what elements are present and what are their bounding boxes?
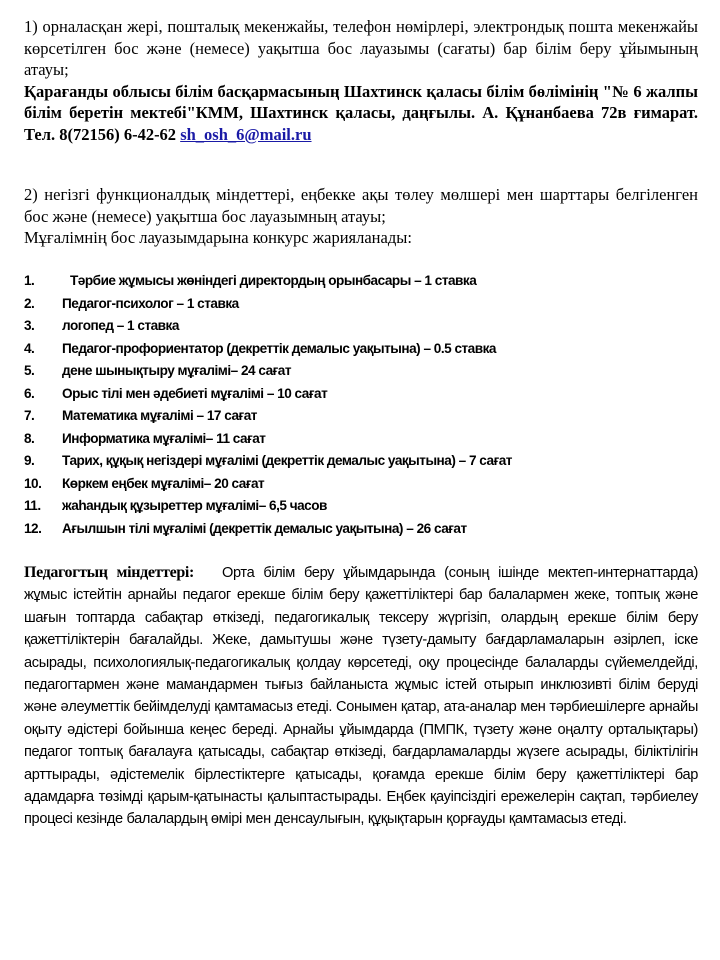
vacancy-text: Педагог-психолог – 1 ставка [62,295,239,311]
vacancy-number: 6. [24,385,35,401]
section-1-intro: 1) орналасқан жері, пошталық мекенжайы, телефон нөмірлері, электрондық пошта мекенжайы көрсетілген бос және (немесе) уақытша бос лауазымы (сағаты) бар білім беру ұйымының атауы; [24,17,698,79]
vacancy-number: 12. [24,520,42,536]
vacancy-item [24,518,698,541]
vacancy-text: Математика мұғалімі – 17 сағат [62,408,257,423]
section-2-intro: 2) негізгі функционалдық міндеттері, еңбекке ақы төлеу мөлшері мен шарттары белгіленген бос және (немесе) уақытша бос лауазымның атауы; [24,185,698,226]
vacancy-number: 3. [24,318,35,333]
vacancy-item [24,450,698,473]
vacancy-item [24,270,698,293]
vacancy-item [24,315,698,338]
vacancy-text: Орыс тілі мен әдебиеті мұғалімі – 10 сағат [62,385,328,401]
vacancy-item [24,338,698,361]
vacancy-item [24,293,698,316]
vacancy-text: Педагог-профориентатор (декреттік демалыс уақытына) – 0.5 ставка [62,340,496,356]
duties-label: Педагогтың міндеттері: [24,564,194,581]
vacancy-number: 9. [24,453,35,468]
duties-text: Орта білім беру ұйымдарында (соның ішінде мектеп-интернаттарда) жұмыс істейтін арнайы педагог ерекше білім беру қажеттіліктері бар балалармен жеке, топтық және шағын топтарда сабақтар өткізеді, педагогикалық тексеру жүргізіп, олардың ерекше білім беру қажеттіліктерін бағалайды. Жеке, дамытушы және түзету-дамыту бағдарламаларын әзірлеп, іске асырады, психологиялық-педагогикалық қолдау көрсетеді, оқу процесінде балаларды сүйемелдейді, педагогтармен және мамандармен тығыз байланыста жұмыс істей отырып инклюзивті білім беруді және әлеуметтік бейімделуді қамтамасыз етеді. Сонымен қатар, ата-аналар мен тәрбиешілерге арнайы оқыту әдістері бойынша кеңес береді. Арнайы ұйымдарда (ПМПК, түзету және оңалту орталықтары) педагог топтық бағалауға қатысады, сабақтар өткізеді, бағдарламаларды жүзеге асырады, біліктілігін арттырады, әдістемелік бірлестіктерге қатысады, қоғамда ерекше білім беру қажеттіліктері бар адамдарға төзімді қарым-қатынасты қалыптастырады. Еңбек қауіпсіздігі ережелерін сақтап, тәрбиелеу процесі кезінде балалардың өмірі мен денсаулығын, құқықтарын қорғауды қамтамасыз етеді. [24,565,698,828]
vacancy-number: 5. [24,363,35,378]
vacancy-item [24,428,698,451]
vacancy-text: логопед – 1 ставка [62,318,179,333]
organization-details: Қарағанды облысы білім басқармасының Шахтинск қаласы білім бөлімінің "№ 6 жалпы білім беретін мектебі"КММ, Шахтинск қаласы, даңғылы. А. Құнанбаева 72в ғимарат. Тел. 8(72156) 6-42-62 [24,81,698,144]
vacancy-item [24,360,698,383]
vacancy-number: 1. [24,273,35,288]
vacancy-text: Тәрбие жұмысы жөніндегі директордың орынбасары – 1 ставка [70,273,477,288]
section-1 [24,16,698,145]
vacancy-text: Көркем еңбек мұғалімі– 20 сағат [62,475,265,491]
vacancy-text: Тарих, құқық негіздері мұғалімі (декреттік демалыс уақытына) – 7 сағат [62,453,512,468]
vacancy-list [24,270,698,540]
vacancy-text: дене шынықтыру мұғалімі– 24 сағат [62,363,292,378]
section-2 [24,184,698,249]
vacancy-text: жаһандық құзыреттер мұғалімі– 6,5 часов [62,498,327,513]
vacancy-text: Ағылшын тілі мұғалімі (декреттік демалыс уақытына) – 26 сағат [62,520,467,536]
vacancy-item [24,495,698,518]
vacancy-number: 11. [24,498,41,513]
vacancy-number: 7. [24,408,35,423]
vacancy-number: 10. [24,475,42,491]
teacher-duties [24,562,698,831]
vacancy-item [24,405,698,428]
vacancy-announcement: Мұғалімнің бос лауазымдарына конкурс жарияланады: [24,228,412,247]
email-link[interactable]: sh_osh_6@mail.ru [180,124,312,144]
vacancy-number: 4. [24,340,35,356]
vacancy-text: Информатика мұғалімі– 11 сағат [62,430,266,446]
vacancy-number: 8. [24,430,35,446]
vacancy-number: 2. [24,295,35,311]
vacancy-item [24,473,698,496]
vacancy-item [24,383,698,406]
